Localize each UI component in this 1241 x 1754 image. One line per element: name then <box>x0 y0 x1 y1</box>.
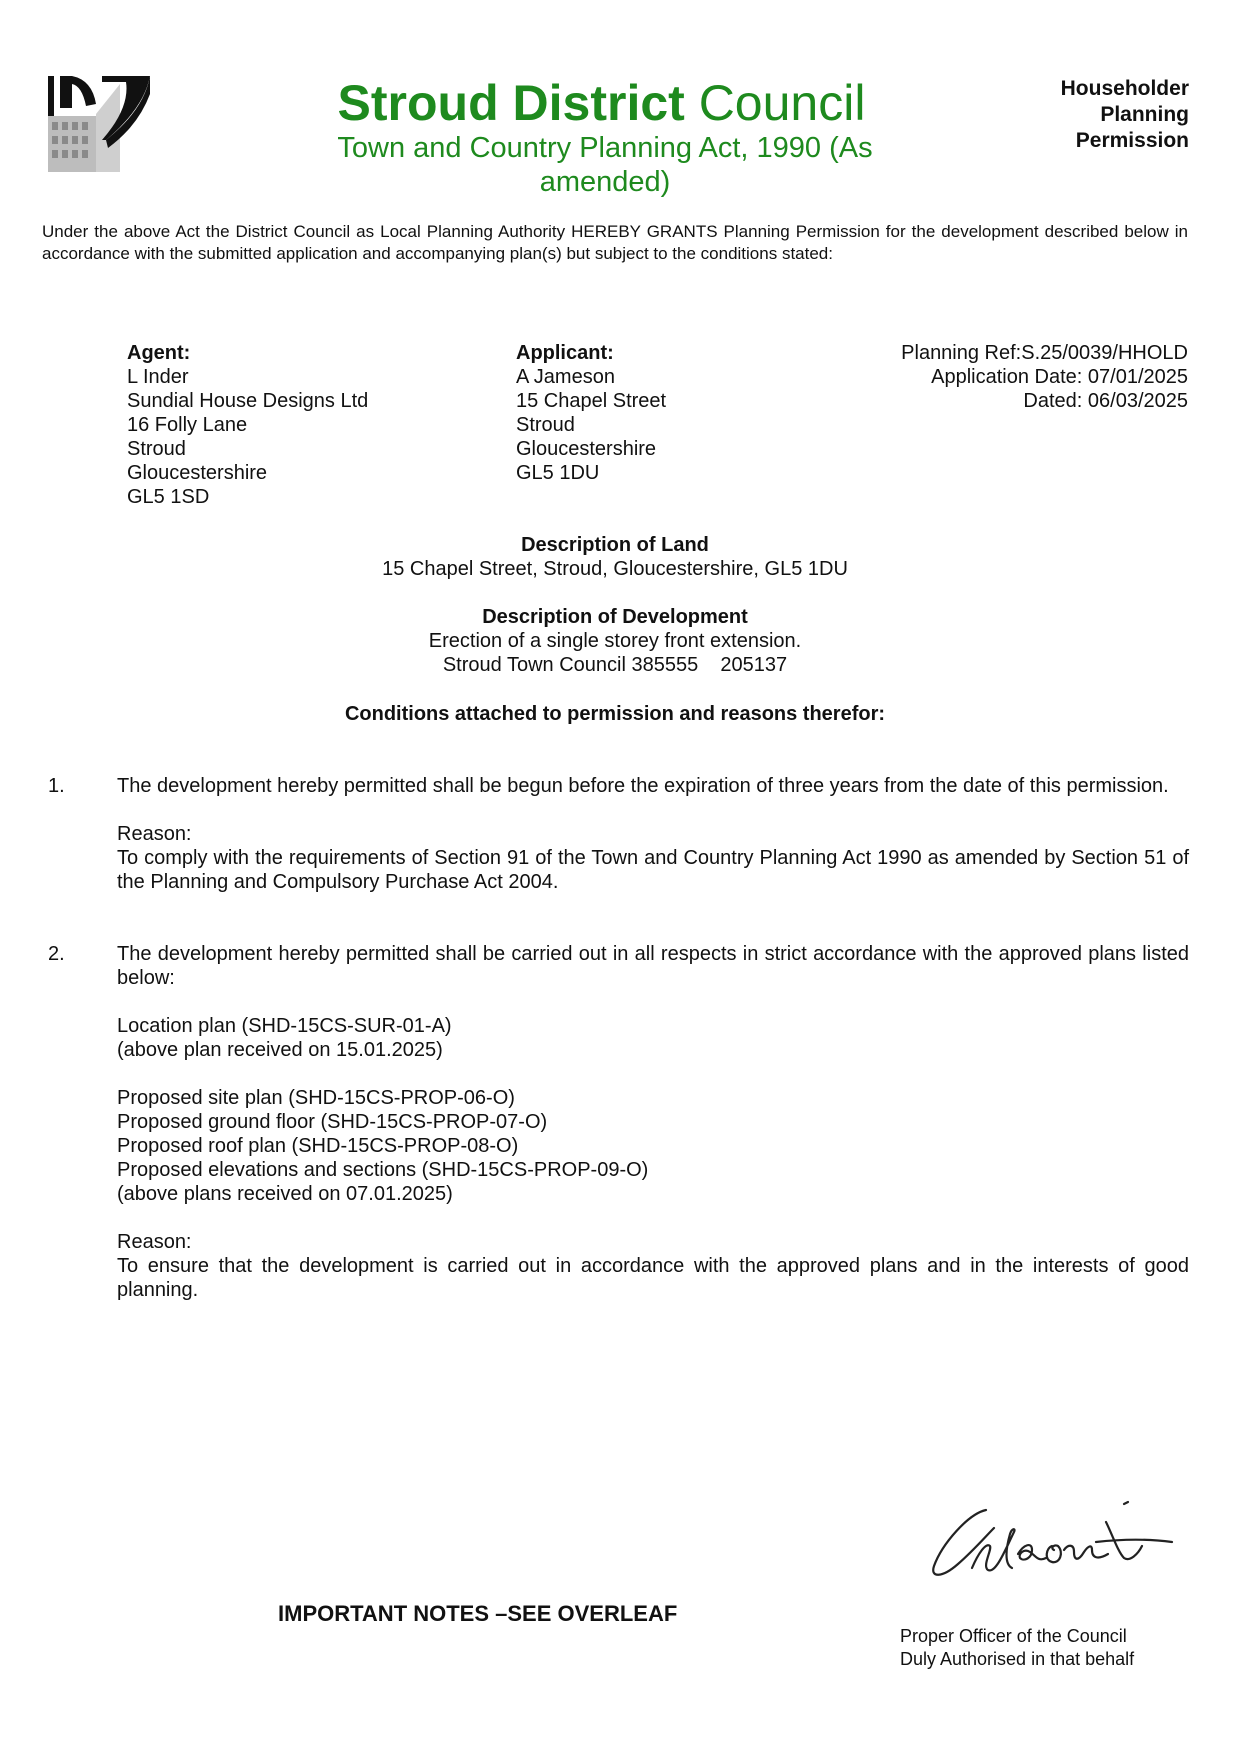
development-text: Erection of a single storey front extension. <box>428 630 802 652</box>
reason-label: Reason: <box>117 1231 192 1253</box>
condition-text: The development hereby permitted shall be begun before the expiration of three years from the date of this permission. <box>117 775 1169 797</box>
condition-1 <box>117 774 1189 894</box>
officer-line: Duly Authorised in that behalf <box>900 1649 1135 1669</box>
agent-label: Agent: <box>127 342 191 364</box>
agent-line: Gloucestershire <box>127 462 268 484</box>
plan-line: Proposed ground floor (SHD-15CS-PROP-07-O) <box>117 1111 548 1133</box>
condition-2 <box>117 942 1189 1302</box>
applicant-line: A Jameson <box>516 366 615 388</box>
planning-ref: Planning Ref:S.25/0039/HHOLD <box>901 342 1188 364</box>
council-name <box>0 74 1203 132</box>
condition-text: The development hereby permitted shall be carried out in all respects in strict accordance with the approved plans listed below: <box>117 943 1189 989</box>
plan-line: (above plans received on 07.01.2025) <box>117 1183 453 1205</box>
applicant-line: Stroud <box>516 414 575 436</box>
conditions-heading: Conditions attached to permission and reasons therefor: <box>344 703 886 725</box>
agent-block <box>127 341 368 509</box>
plan-line: (above plan received on 15.01.2025) <box>117 1039 443 1061</box>
agent-line: GL5 1SD <box>127 486 210 508</box>
plan-line: Proposed site plan (SHD-15CS-PROP-06-O) <box>117 1087 515 1109</box>
grant-statement: Under the above Act the District Council as Local Planning Authority HEREBY GRANTS Planning Permission for the development described below in accordance with the submitted application and accompanying plan(s) but subject to the conditions stated: <box>42 222 1188 263</box>
plan-line: Location plan (SHD-15CS-SUR-01-A) <box>117 1015 452 1037</box>
council-name-bold: Stroud District <box>337 75 685 131</box>
development-grid-ref: Stroud Town Council 385555 205137 <box>442 654 788 676</box>
development-label: Description of Development <box>482 606 748 628</box>
land-label: Description of Land <box>521 534 709 556</box>
reason-label: Reason: <box>117 823 192 845</box>
applicant-label: Applicant: <box>516 342 614 364</box>
officer-line: Proper Officer of the Council <box>900 1626 1127 1646</box>
agent-line: 16 Folly Lane <box>127 414 248 436</box>
reason-text: To ensure that the development is carried out in accordance with the approved plans and in the interests of good planning. <box>117 1255 1189 1301</box>
application-date: Application Date: 07/01/2025 <box>931 366 1188 388</box>
applicant-block <box>516 341 666 485</box>
reference-block <box>901 341 1188 413</box>
plan-line: Proposed roof plan (SHD-15CS-PROP-08-O) <box>117 1135 519 1157</box>
agent-line: L Inder <box>127 366 189 388</box>
plan-line: Proposed elevations and sections (SHD-15CS-PROP-09-O) <box>117 1159 649 1181</box>
decision-date: Dated: 06/03/2025 <box>1023 390 1188 412</box>
agent-line: Sundial House Designs Ltd <box>127 390 369 412</box>
condition-number: 1. <box>48 775 65 797</box>
document-type-line: Householder <box>1060 77 1189 100</box>
development-description <box>0 605 1230 677</box>
document-type-line: Planning <box>1100 103 1189 126</box>
applicant-line: Gloucestershire <box>516 438 657 460</box>
land-text: 15 Chapel Street, Stroud, Gloucestershire, GL5 1DU <box>382 558 848 580</box>
condition-number: 2. <box>48 943 65 965</box>
council-name-rest: Council <box>698 75 866 131</box>
document-type <box>1061 76 1189 154</box>
land-description <box>0 533 1230 581</box>
applicant-line: GL5 1DU <box>516 462 600 484</box>
document-type-line: Permission <box>1075 129 1189 152</box>
agent-line: Stroud <box>127 438 186 460</box>
reason-text: To comply with the requirements of Section 91 of the Town and Country Planning Act 1990 as amended by Section 51 of the Planning and Compulsory Purchase Act 2004. <box>117 847 1189 893</box>
officer-signature <box>928 1488 1180 1584</box>
officer-block <box>900 1625 1134 1671</box>
act-title: Town and Country Planning Act, 1990 (As amended) <box>337 132 873 198</box>
applicant-line: 15 Chapel Street <box>516 390 667 412</box>
important-notes: IMPORTANT NOTES –SEE OVERLEAF <box>278 1601 678 1626</box>
